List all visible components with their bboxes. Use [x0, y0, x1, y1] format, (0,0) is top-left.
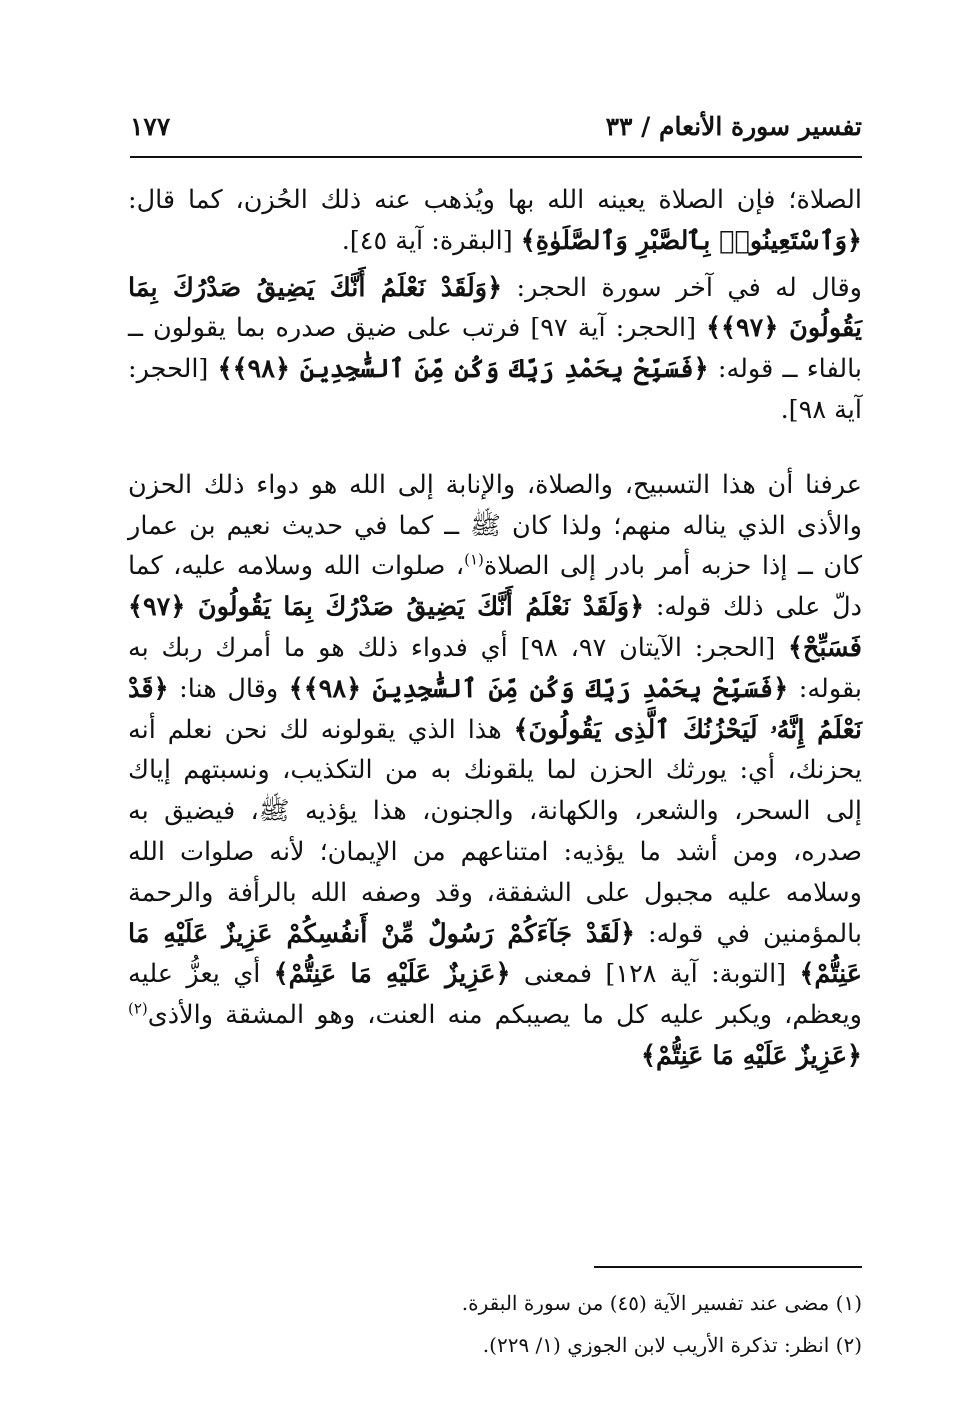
footnotes [128, 1282, 862, 1366]
text-run: وقال له في آخر سورة الحجر: [502, 272, 862, 303]
quran-verse: ﴿لَقَدْ جَآءَكُمْ رَسُولٌ مِّنْ أَنفُسِكُمْ عَزِيزٌ عَلَيْهِ مَا عَنِتُّمْ﴾ [128, 918, 863, 990]
verse-reference: [البقرة: آية ٤٥]. [341, 225, 521, 256]
text-run: [الحجر: الآيتان ٩٧، ٩٨] أي فدواء ذلك هو ما أمرك ربك به بقوله: [128, 632, 862, 704]
text-run: ، صلوات الله وسلامه عليه، كما دلّ على ذلك قوله: [128, 551, 862, 623]
footnote-2: (٢) انظر: تذكرة الأريب لابن الجوزي (١/ ٢٢٩). [482, 1333, 862, 1357]
text-run: [التوبة: آية ١٢٨] فمعنى [510, 959, 800, 990]
quran-verse: ﴿وَٱسْتَعِينُوا۟ بِٱلصَّبْرِ وَٱلصَّلَوٰةِ﴾ [520, 225, 862, 256]
text-run: هذا الذي يقولونه لك نحن نعلم أنه يحزنك، أي: يورثك الحزن لما يلقونك به من التكذيب، ونسبتهم إياك إلى السحر، والشعر، والكهانة، والجنون، هذا يؤذيه ﷺ، فيضيق به صدره، ومن أشد ما يؤذيه: امتناعهم من الإيمان؛ لأنه صلوات الله وسلامه عليه مجبول على الشفقة، وقد وصفه الله بالرأفة والرحمة بالمؤمنين في قوله: [128, 714, 863, 949]
paragraph-3 [128, 465, 862, 1077]
text-run: الصلاة؛ فإن الصلاة يعينه الله بها ويُذهب عنه ذلك الحُزن، كما قال: [128, 185, 862, 215]
text-run: [الحجر: آية ٩٧] فرتب على ضيق صدره بما يقولون ــ بالفاء ــ قوله: [128, 313, 862, 385]
verse-reference: [الحجر: آية ٩٨]. [128, 354, 862, 425]
quran-verse: ﴿وَلَقَدْ نَعْلَمُ أَنَّكَ يَضِيقُ صَدْرُكَ بِمَا يَقُولُونَ ﴿٩٧﴾ فَسَبِّحْ﴾ [128, 592, 862, 663]
main-text [128, 180, 862, 1077]
footnote-marker-1: (١) [464, 550, 484, 569]
quran-verse: ﴿عَزِيزٌ عَلَيْهِ مَا عَنِتُّمْ﴾ [641, 1040, 862, 1071]
footnote-separator [594, 1266, 862, 1268]
page-number: ١٧٧ [130, 112, 171, 141]
paragraph-2 [128, 268, 862, 431]
page-header [130, 108, 862, 158]
paragraph-1 [128, 180, 862, 262]
quran-verse: ﴿فَسَبِّحْ بِحَمْدِ رَبِّكَ وَكُن مِّنَ ٱلسَّٰجِدِينَ ﴿٩٨﴾﴾ [217, 354, 709, 385]
quran-verse: ﴿وَلَقَدْ نَعْلَمُ أَنَّكَ يَضِيقُ صَدْرُكَ بِمَا يَقُولُونَ ﴿٩٧﴾﴾ [128, 272, 862, 344]
text-run: عرفنا أن هذا التسبيح، والصلاة، والإنابة إلى الله هو دواء ذلك الحزن والأذى الذي يناله منهم؛ ولذا كان ﷺ ــ كما في حديث نعيم بن عمار كان ــ إذا حزبه أمر بادر إلى الصلاة [128, 469, 863, 582]
quran-verse: ﴿عَزِيزٌ عَلَيْهِ مَا عَنِتُّمْ﴾ [273, 959, 511, 990]
footnote-1: (١) مضى عند تفسير الآية (٤٥) من سورة البقرة. [461, 1291, 862, 1315]
footnote-marker-2: (٢) [128, 999, 148, 1018]
quran-verse: ﴿قَدْ نَعْلَمُ إِنَّهُۥ لَيَحْزُنُكَ ٱلَّذِى يَقُولُونَ﴾ [128, 673, 862, 745]
text-run: أي يعزُّ عليه ويعظم، ويكبر عليه كل ما يصيبكم منه العنت، وهو المشقة والأذى [128, 959, 862, 1031]
text-run: وقال هنا: [168, 673, 289, 704]
quran-verse: ﴿فَسَبِّحْ بِحَمْدِ رَبِّكَ وَكُن مِّنَ ٱلسَّٰجِدِينَ ﴿٩٨﴾﴾ [288, 673, 789, 704]
running-title: تفسير سورة الأنعام / ٣٣ [605, 112, 862, 141]
